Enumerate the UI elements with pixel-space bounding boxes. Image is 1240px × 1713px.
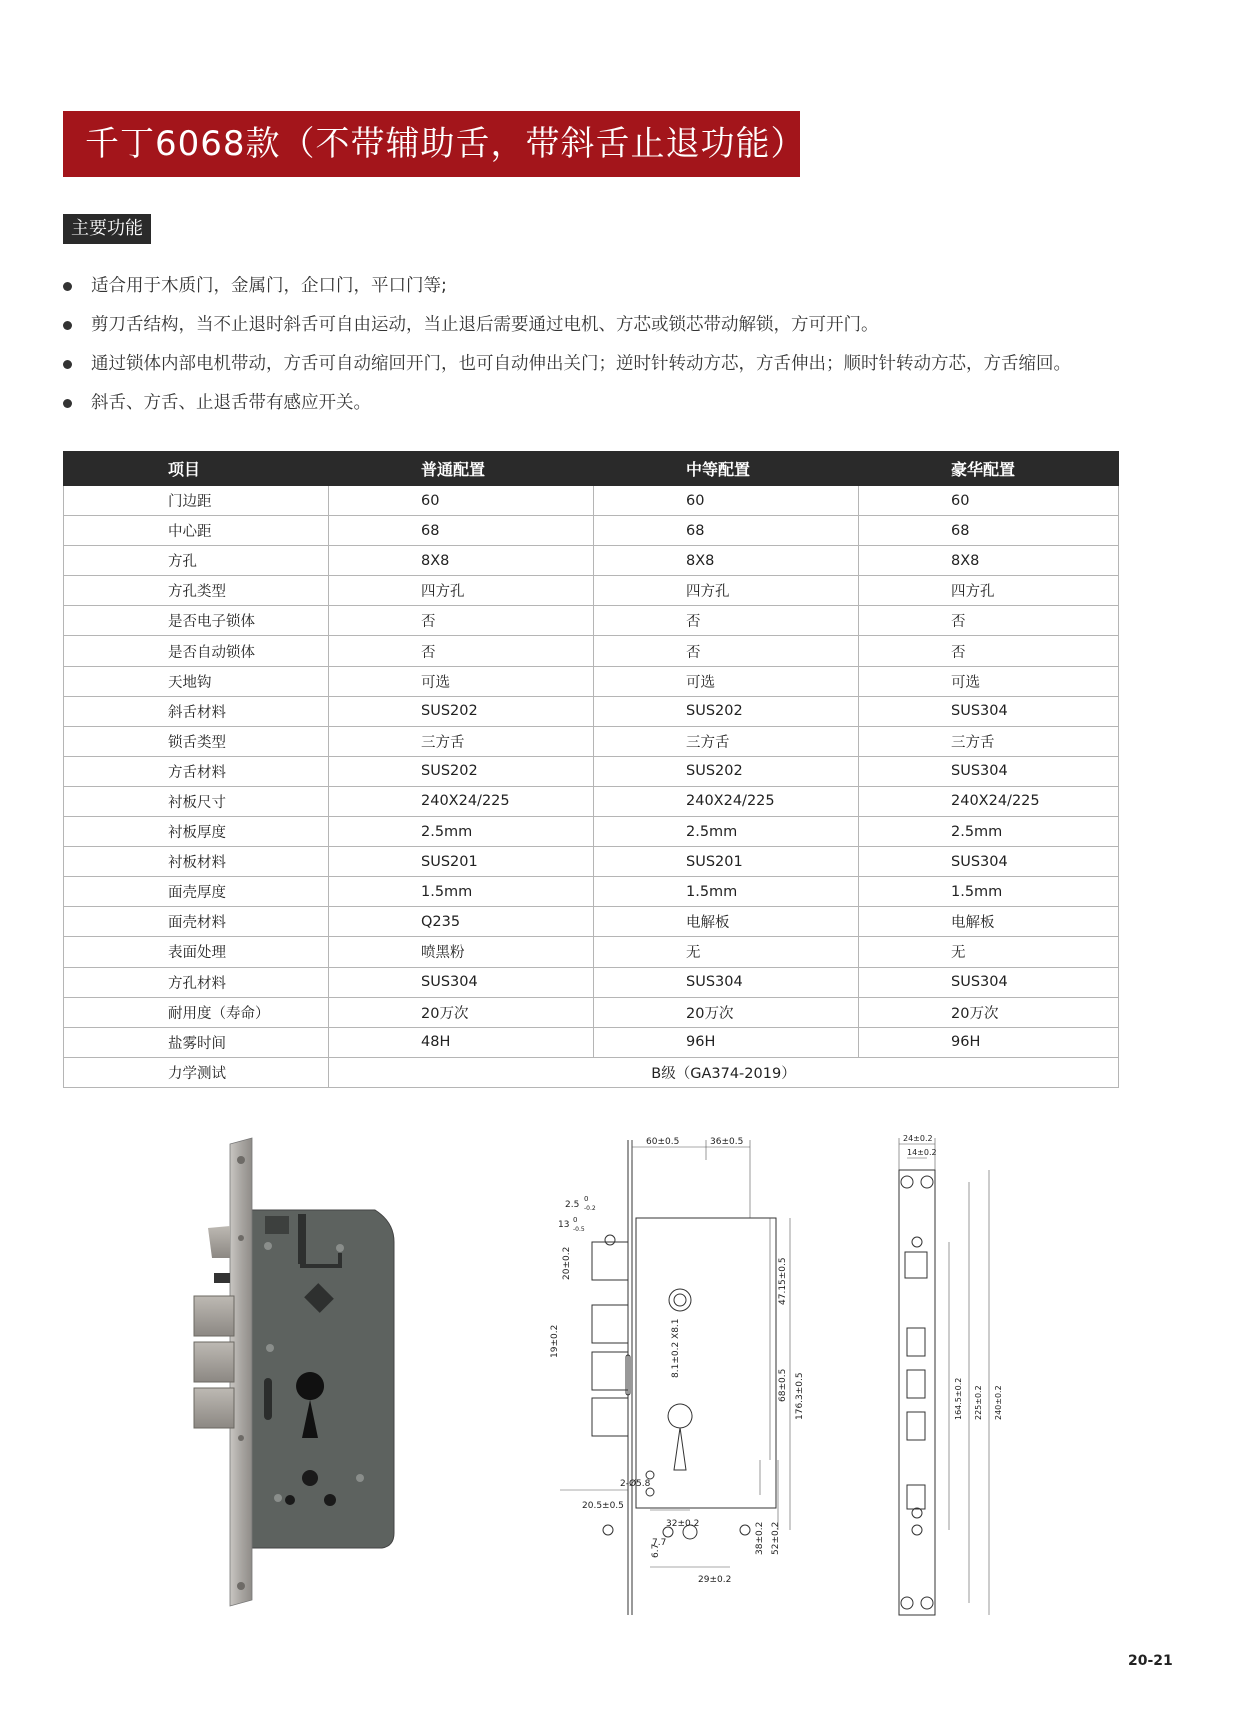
table-cell: SUS201 [329,847,594,877]
table-cell: 240X24/225 [329,786,594,816]
dimension-2-5: 2.5 [565,1200,580,1210]
row-label: 面壳厚度 [64,877,329,907]
header-medium: 中等配置 [594,452,859,486]
table-row [64,726,1119,756]
table-row [64,997,1119,1027]
row-label: 锁舌类型 [64,726,329,756]
table-cell: 8X8 [329,546,594,576]
table-row [64,1027,1119,1057]
table-cell: 20万次 [329,997,594,1027]
table-row [64,576,1119,606]
table-row [64,967,1119,997]
dimension-52: 52±0.2 [771,1521,781,1555]
row-label: 方舌材料 [64,756,329,786]
faceplate-side-drawing [885,1130,1005,1630]
dimension-20-5: 20.5±0.5 [582,1501,624,1511]
dimension-2-5-tol: 0 [584,1195,589,1203]
table-cell: SUS202 [329,756,594,786]
table-cell: 否 [859,636,1119,666]
table-cell: 240X24/225 [859,786,1119,816]
table-cell: 电解板 [859,907,1119,937]
side-dimension-14: 14±0.2 [907,1148,937,1157]
lock-front-drawing [550,1130,880,1630]
page-title: 千丁6068款（不带辅助舌，带斜舌止退功能） [63,111,800,177]
header-standard: 普通配置 [329,452,594,486]
table-cell: 无 [859,937,1119,967]
table-cell: 96H [594,1027,859,1057]
row-label: 方孔 [64,546,329,576]
dimension-13-tol2: -0.5 [573,1226,585,1233]
table-cell: 60 [594,486,859,516]
table-cell: SUS304 [859,847,1119,877]
table-cell: 否 [859,606,1119,636]
table-cell: SUS202 [594,696,859,726]
table-cell: SUS202 [329,696,594,726]
dimension-60: 60±0.5 [646,1137,680,1147]
row-label: 方孔类型 [64,576,329,606]
row-label: 衬板厚度 [64,817,329,847]
table-cell: 可选 [859,666,1119,696]
table-cell: 否 [594,636,859,666]
table-cell: 喷黑粉 [329,937,594,967]
dimension-13: 13 [558,1220,570,1230]
table-row [64,877,1119,907]
table-cell: 20万次 [859,997,1119,1027]
spec-table [63,451,1119,1088]
dimension-47-15: 47.15±0.5 [778,1257,788,1305]
table-cell: 8X8 [859,546,1119,576]
section-label-main-functions: 主要功能 [63,214,151,244]
table-cell: 否 [594,606,859,636]
feature-item: 通过锁体内部电机带动，方舌可自动缩回开门，也可自动伸出关门；逆时针转动方芯，方舌伸出；顺时针转动方芯，方舌缩回。 [63,345,1173,384]
table-row [64,1057,1119,1087]
table-row [64,606,1119,636]
feature-list [63,267,1173,423]
row-label: 盐雾时间 [64,1027,329,1057]
row-label: 中心距 [64,516,329,546]
table-cell: 三方舌 [594,726,859,756]
dimension-6-7: 6.7 [651,1543,661,1558]
table-cell: 三方舌 [859,726,1119,756]
table-row [64,636,1119,666]
table-cell: 60 [859,486,1119,516]
table-cell: 1.5mm [329,877,594,907]
table-cell: 四方孔 [594,576,859,606]
table-cell: 可选 [329,666,594,696]
row-label: 方孔材料 [64,967,329,997]
table-row [64,907,1119,937]
feature-item: 剪刀舌结构，当不止退时斜舌可自由运动，当止退后需要通过电机、方芯或锁芯带动解锁，方可开门。 [63,306,1173,345]
row-label: 天地钩 [64,666,329,696]
table-cell: 四方孔 [859,576,1119,606]
table-cell: 四方孔 [329,576,594,606]
table-cell: SUS202 [594,756,859,786]
table-cell: 1.5mm [594,877,859,907]
table-cell: 60 [329,486,594,516]
table-cell: 2.5mm [859,817,1119,847]
table-cell: 8X8 [594,546,859,576]
row-label: 力学测试 [64,1057,329,1087]
table-cell: 96H [859,1027,1119,1057]
dimension-2-d5-8: 2-Ø5.8 [620,1479,651,1489]
table-cell: SUS304 [859,756,1119,786]
dimension-13-tol: 0 [573,1216,578,1224]
table-cell: SUS304 [594,967,859,997]
table-row [64,666,1119,696]
dimension-7-7: 7.7 [652,1538,667,1548]
table-row [64,786,1119,816]
table-cell: 否 [329,636,594,666]
row-label: 面壳材料 [64,907,329,937]
spec-table-header-row [64,452,1119,486]
table-cell-merged: B级（GA374-2019） [329,1057,1119,1087]
table-cell: 240X24/225 [594,786,859,816]
row-label: 表面处理 [64,937,329,967]
row-label: 耐用度（寿命） [64,997,329,1027]
table-row [64,516,1119,546]
table-cell: 68 [859,516,1119,546]
feature-item: 适合用于木质门，金属门，企口门，平口门等; [63,267,1173,306]
dimension-176-3: 176.3±0.5 [795,1372,805,1420]
table-cell: 68 [329,516,594,546]
side-dimension-24: 24±0.2 [903,1134,933,1143]
feature-item: 斜舌、方舌、止退舌带有感应开关。 [63,384,1173,423]
dimension-19: 19±0.2 [550,1324,560,1358]
row-label: 衬板材料 [64,847,329,877]
dimension-8-1: 8.1±0.2 X8.1 [671,1318,681,1378]
table-cell: 三方舌 [329,726,594,756]
table-row [64,486,1119,516]
table-cell: SUS304 [329,967,594,997]
table-cell: 20万次 [594,997,859,1027]
row-label: 是否电子锁体 [64,606,329,636]
table-row [64,756,1119,786]
table-cell: 1.5mm [859,877,1119,907]
dimension-32: 32±0.2 [666,1519,700,1529]
page-number: 20-21 [1128,1653,1173,1669]
table-cell: SUS201 [594,847,859,877]
table-cell: Q235 [329,907,594,937]
table-row [64,937,1119,967]
dimension-38: 38±0.2 [755,1521,765,1555]
side-dimension-240: 240±0.2 [994,1385,1003,1420]
table-row [64,847,1119,877]
row-label: 门边距 [64,486,329,516]
row-label: 是否自动锁体 [64,636,329,666]
side-dimension-164-5: 164.5±0.2 [954,1377,963,1420]
dimension-68: 68±0.5 [778,1368,788,1402]
lock-body-photo [190,1138,405,1608]
spec-table-body [64,486,1119,1088]
dimension-20: 20±0.2 [562,1246,572,1280]
side-dimension-225: 225±0.2 [974,1385,983,1420]
table-cell: 48H [329,1027,594,1057]
dimension-2-5-tol2: -0.2 [584,1205,596,1212]
table-cell: SUS304 [859,967,1119,997]
table-cell: 无 [594,937,859,967]
table-row [64,817,1119,847]
table-row [64,696,1119,726]
table-cell: 68 [594,516,859,546]
header-luxury: 豪华配置 [859,452,1119,486]
dimension-36: 36±0.5 [710,1137,744,1147]
row-label: 斜舌材料 [64,696,329,726]
table-cell: 电解板 [594,907,859,937]
table-cell: 2.5mm [594,817,859,847]
header-item: 项目 [64,452,329,486]
table-cell: 可选 [594,666,859,696]
table-cell: 否 [329,606,594,636]
row-label: 衬板尺寸 [64,786,329,816]
table-cell: 2.5mm [329,817,594,847]
table-row [64,546,1119,576]
table-cell: SUS304 [859,696,1119,726]
dimension-29: 29±0.2 [698,1575,732,1585]
